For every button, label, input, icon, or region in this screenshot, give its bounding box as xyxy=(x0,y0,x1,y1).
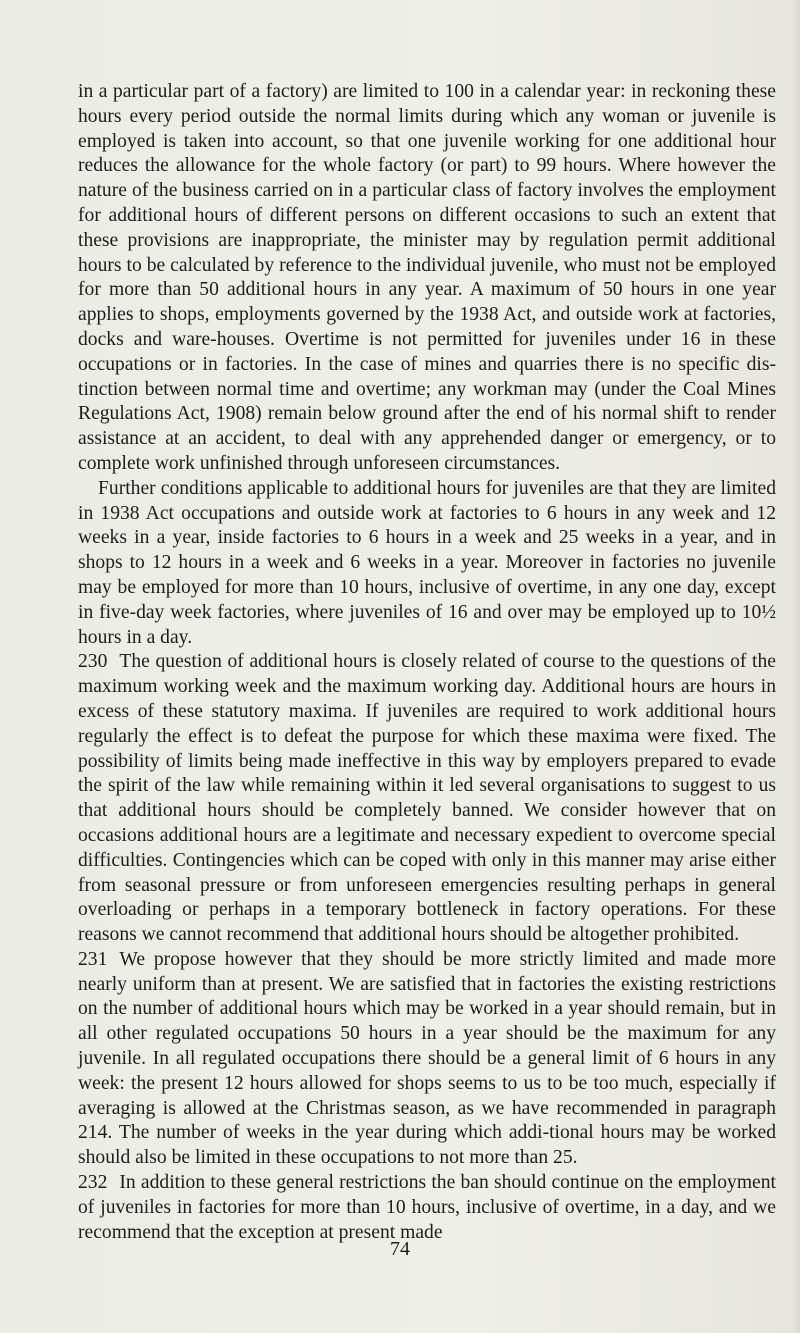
body-text xyxy=(78,80,776,1245)
paragraph-number: 230 xyxy=(78,651,108,673)
paragraph-text: We propose however that they should be more strictly limited and made more nearly uniform than at present. We are satisfied that in factories the existing restrictions on the number of additional hours which may be worked in a year should remain, but in all other regulated occupations 50 hours in a year should be the maximum for any juvenile. In all regulated occupations there should be a general limit of 6 hours in any week: the present 12 hours allowed for shops seems to us to be too much, especially if averaging is allowed at the Christmas season, as we have recommended in paragraph 214. The number of weeks in the year during which addi-tional hours may be worked should also be limited in these occupations to not more than 25. xyxy=(78,948,776,1169)
paragraph-text: in a particular part of a factory) are limited to 100 in a calendar year: in reckoning these hours every period outside the normal limits during which any woman or juvenile is employed is taken into account, so that one juvenile working for one additional hour reduces the allowance for the whole factory (or part) to 99 hours. Where however the nature of the business carried on in a particular class of factory involves the employment for additional hours of different persons on different occasions to such an extent that these provisions are inappropriate, the minister may by regulation permit additional hours to be calculated by reference to the individual juvenile, who must not be employed for more than 50 additional hours in any year. A maximum of 50 hours in one year applies to shops, employments governed by the 1938 Act, and outside work at factories, docks and ware-houses. Overtime is not permitted for juveniles under 16 in these occupations or in factories. In the case of mines and quarries there is no specific dis-tinction between normal time and overtime; any workman may (under the Coal Mines Regulations Act, 1908) remain below ground after the end of his normal shift to render assistance at an accident, to deal with any apprehended danger or emergency, or to complete work unfinished through unforeseen circumstances. xyxy=(78,81,776,474)
page-number: 74 xyxy=(390,1238,410,1260)
paragraph-number: 232 xyxy=(78,1172,108,1194)
paragraph-232 xyxy=(78,1171,776,1245)
paragraph-231 xyxy=(78,948,776,1171)
paragraph-continued xyxy=(78,80,776,477)
page-edge-shadow xyxy=(792,0,800,1333)
paragraph-text: The question of additional hours is closely related of course to the questions of the maximum working week and the maximum working day. Additional hours are hours in excess of these statutory maxima. If juveniles are required to work additional hours regularly the effect is to defeat the purpose for which these maxima were fixed. The possibility of limits being made ineffective in this way by employers prepared to evade the spirit of the law while remaining within it led several organisations to suggest to us that additional hours should be completely banned. We consider however that on occasions additional hours are a legitimate and necessary expedient to overcome special difficulties. Contingencies which can be coped with only in this manner may arise either from seasonal pressure or from unforeseen emergencies resulting perhaps in general overloading or perhaps in a temporary bottleneck in factory operations. For these reasons we cannot recommend that additional hours should be altogether prohibited. xyxy=(78,651,776,946)
paragraph-text: In addition to these general restrictions the ban should continue on the employment of juveniles in factories for more than 10 hours, inclusive of overtime, in a day, and we recommend that the exception at present made xyxy=(78,1172,776,1243)
paragraph-text: Further conditions applicable to additional hours for juveniles are that they are limited in 1938 Act occupations and outside work at factories to 6 hours in any week and 12 weeks in a year, inside factories to 6 hours in a week and 25 weeks in a year, and in shops to 12 hours in a week and 6 weeks in a year. Moreover in factories no juvenile may be employed for more than 10 hours, inclusive of overtime, in any one day, except in five-day week factories, where juveniles of 16 and over may be employed up to 10½ hours in a day. xyxy=(78,477,776,648)
paragraph-number: 231 xyxy=(78,948,108,970)
paragraph-230 xyxy=(78,650,776,948)
paragraph-further-conditions xyxy=(78,477,776,651)
